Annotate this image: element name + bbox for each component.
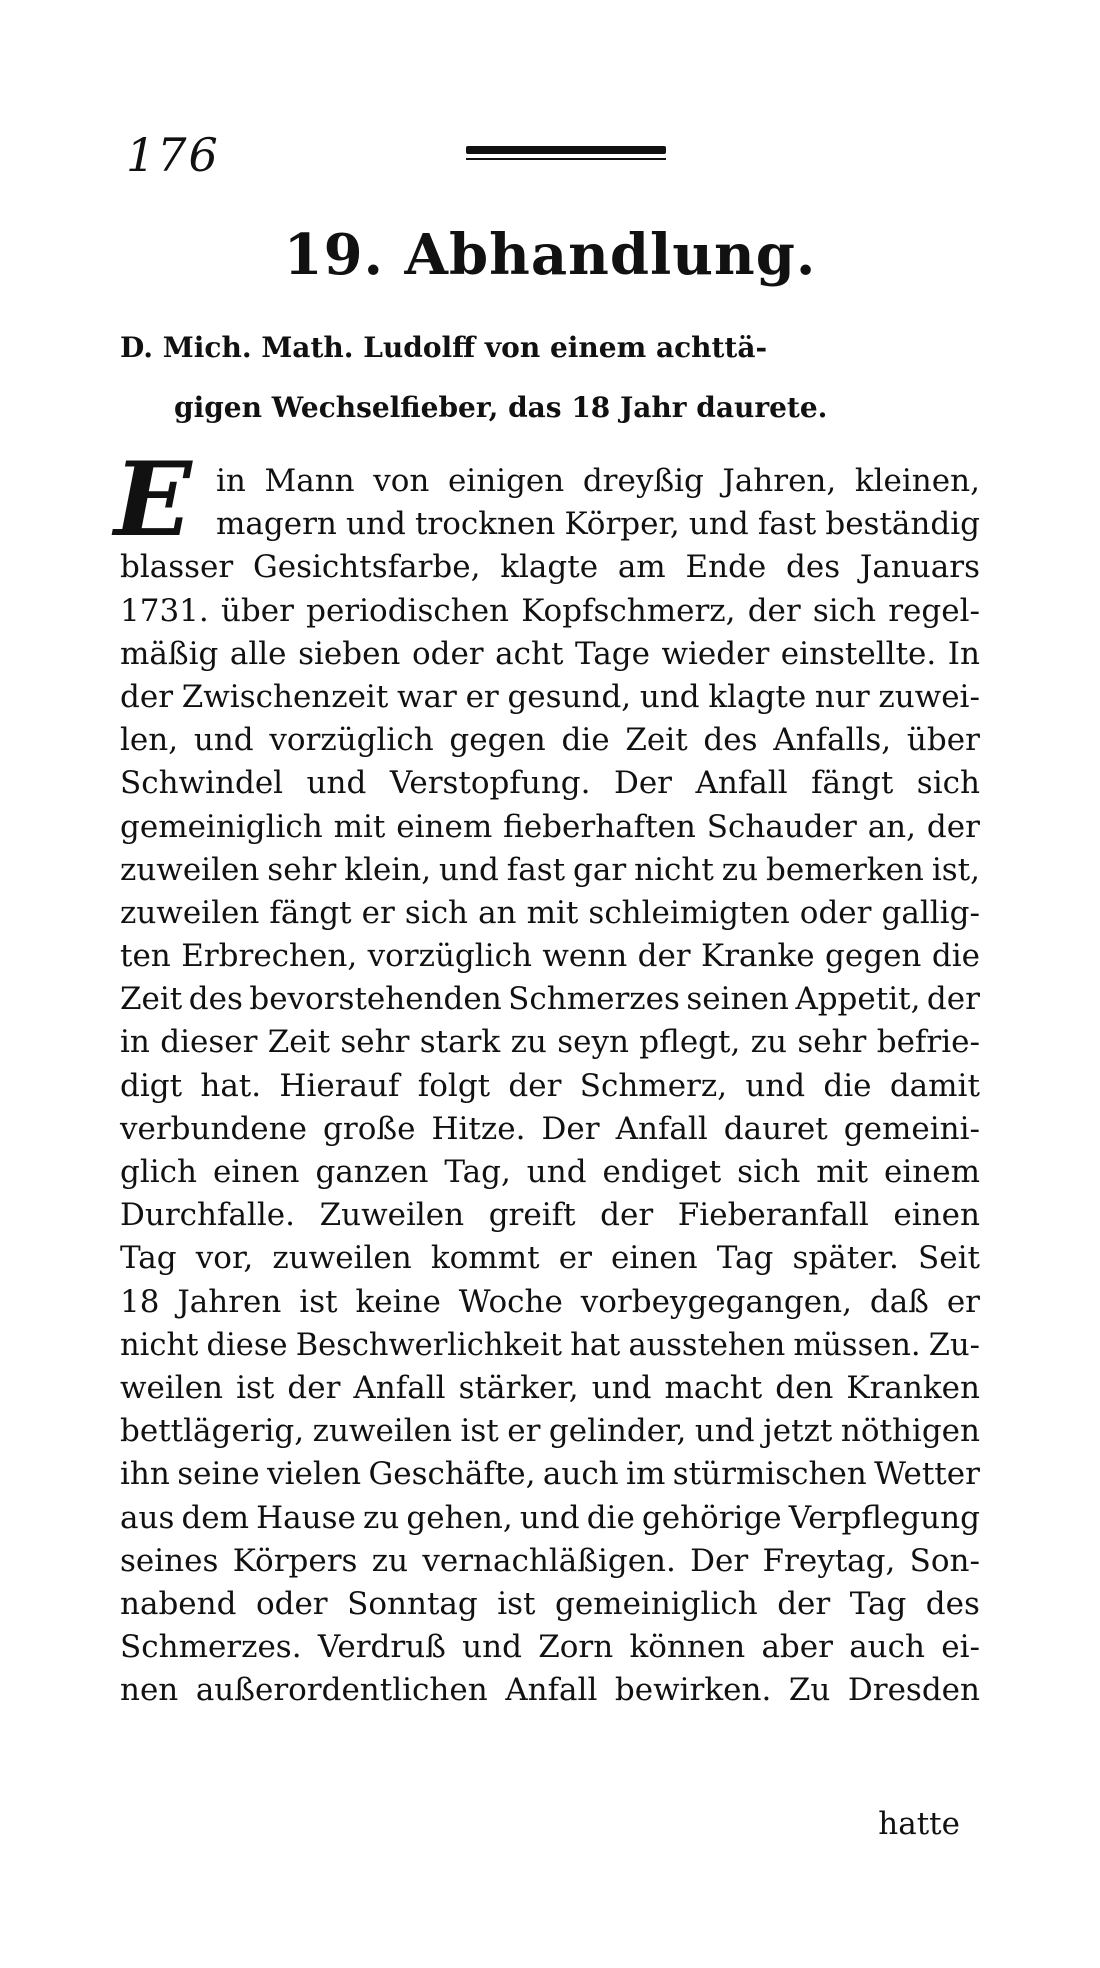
word: nicht xyxy=(634,851,714,888)
word: zuweilen xyxy=(272,1240,412,1277)
word: Son- xyxy=(909,1542,980,1579)
word: mit xyxy=(816,1154,869,1190)
text-line xyxy=(120,1540,980,1583)
word: war xyxy=(397,678,457,715)
word: Der xyxy=(613,765,672,802)
word: sehr xyxy=(797,1024,867,1061)
header-rule-thin xyxy=(466,158,666,160)
word: bettlägerig, xyxy=(120,1413,305,1450)
text-line xyxy=(120,1453,980,1496)
word: nabend xyxy=(120,1585,237,1622)
word: Schmerz, xyxy=(579,1067,728,1104)
word: und xyxy=(193,722,254,759)
text-line xyxy=(120,978,980,1021)
text-line xyxy=(120,1669,980,1712)
drop-cap: E xyxy=(114,440,192,560)
word: Tag xyxy=(849,1585,907,1622)
word: mit xyxy=(333,808,386,845)
article-title-line-1: D. Mich. Math. Ludolff von einem achttä- xyxy=(120,331,768,364)
word: Fieberanfall xyxy=(677,1197,869,1234)
word: Tag xyxy=(120,1240,177,1277)
word: gehen, xyxy=(406,1499,513,1536)
word: Sonntag xyxy=(347,1585,478,1622)
word: stärker, xyxy=(458,1369,579,1406)
word: Anfall xyxy=(695,765,788,802)
text-line xyxy=(120,892,980,935)
word: Verdruß xyxy=(317,1629,446,1666)
word: oder xyxy=(411,635,484,672)
text-line xyxy=(120,806,980,849)
word: einigen xyxy=(447,463,565,499)
text-line xyxy=(120,1108,980,1151)
text-line xyxy=(120,1367,980,1410)
word: von xyxy=(373,463,430,499)
word: die xyxy=(561,722,610,759)
word: dreyßig xyxy=(582,463,704,499)
word: ist, xyxy=(931,851,980,888)
word: dauret xyxy=(723,1110,828,1147)
word: gelinder, xyxy=(548,1413,687,1450)
word: seinen xyxy=(686,981,789,1018)
text-line xyxy=(120,1410,980,1453)
text-line xyxy=(120,1626,980,1669)
word: sich xyxy=(737,1154,801,1190)
word: am xyxy=(617,549,666,586)
word: einem xyxy=(884,1154,980,1190)
word: Zeit xyxy=(267,1024,331,1061)
word: Anfall xyxy=(353,1369,446,1406)
word: 1731. xyxy=(120,592,209,629)
word: ist xyxy=(460,1413,499,1450)
header-rule xyxy=(466,146,666,160)
word: an, xyxy=(867,808,917,845)
text-line xyxy=(120,546,980,589)
word: und xyxy=(694,1413,755,1450)
word: Geschäfte, xyxy=(368,1456,536,1493)
word: der xyxy=(926,981,980,1018)
word: und xyxy=(462,1629,522,1666)
word: sich xyxy=(812,592,877,629)
word: Anfalls, xyxy=(773,722,892,759)
word: klein, xyxy=(344,851,432,888)
word: vorzüglich xyxy=(367,938,532,975)
word: Der xyxy=(541,1110,600,1147)
word: der xyxy=(926,808,980,845)
word: Freytag, xyxy=(762,1542,896,1579)
word: bewirken. xyxy=(614,1672,772,1709)
word: Gesichtsfarbe, xyxy=(253,549,481,586)
word: Schmerzes. xyxy=(120,1629,302,1666)
word: bevorstehenden xyxy=(249,981,502,1018)
word: ausstehen xyxy=(628,1327,786,1363)
word: wieder xyxy=(661,635,770,672)
word: fängt xyxy=(811,765,894,802)
word: Zu xyxy=(788,1672,831,1709)
word: zuwei- xyxy=(878,678,980,715)
word: Jahren, xyxy=(722,463,837,499)
word: gehörige xyxy=(641,1499,782,1536)
word: der xyxy=(747,592,801,629)
word: Jahren xyxy=(177,1283,282,1320)
word: gemeiniglich xyxy=(554,1585,758,1622)
text-line xyxy=(120,460,980,503)
word: alle xyxy=(229,635,287,672)
word: mäßig xyxy=(120,635,219,672)
text-line xyxy=(120,1497,980,1540)
word: zuweilen xyxy=(120,851,260,888)
word: einen xyxy=(212,1154,300,1190)
word: befrie- xyxy=(876,1024,980,1061)
word: auch xyxy=(542,1456,619,1493)
word: Januars xyxy=(859,549,980,586)
text-line xyxy=(120,719,980,762)
word: und xyxy=(745,1067,806,1104)
word: blasser xyxy=(120,549,234,586)
word: magern xyxy=(216,506,337,543)
word: des xyxy=(786,549,841,586)
word: fast xyxy=(506,851,566,888)
word: Erbrechen, xyxy=(181,938,358,975)
word: damit xyxy=(889,1067,980,1104)
text-line xyxy=(120,1151,980,1194)
word: stürmischen xyxy=(672,1456,867,1493)
word: acht xyxy=(495,635,564,672)
word: Zu- xyxy=(928,1327,980,1363)
word: gegen xyxy=(825,938,922,975)
word: im xyxy=(626,1456,666,1493)
word: Schmerzes xyxy=(508,981,680,1018)
word: aber xyxy=(761,1629,833,1666)
word: in xyxy=(216,463,246,499)
word: zu xyxy=(750,1024,787,1061)
word: Körpers xyxy=(232,1542,358,1579)
text-line xyxy=(120,1324,980,1367)
word: die xyxy=(823,1067,872,1104)
word: jetzt xyxy=(763,1413,833,1450)
text-line xyxy=(120,676,980,719)
word: zu xyxy=(721,851,759,888)
word: sehr xyxy=(267,851,337,888)
word: seyn xyxy=(557,1024,629,1061)
word: zu xyxy=(371,1542,409,1579)
word: Tag xyxy=(716,1240,774,1277)
word: Zwischenzeit xyxy=(181,678,389,715)
word: er xyxy=(361,894,395,931)
word: einem xyxy=(396,808,493,845)
word: nur xyxy=(814,678,870,715)
word: er xyxy=(558,1240,592,1277)
text-line xyxy=(120,633,980,676)
word: mit xyxy=(526,894,579,931)
word: aus xyxy=(120,1499,175,1536)
word: Tag, xyxy=(444,1154,511,1190)
word: Beschwerlichkeit xyxy=(295,1327,563,1363)
word: über xyxy=(220,592,294,629)
word: klagte xyxy=(500,549,599,586)
word: Tage xyxy=(574,635,650,672)
word: Mann xyxy=(264,463,355,499)
word: hat xyxy=(570,1327,621,1363)
word: nicht xyxy=(120,1327,199,1363)
word: seine xyxy=(177,1456,260,1493)
text-line xyxy=(120,590,980,633)
word: trocknen xyxy=(414,506,556,543)
word: Ende xyxy=(685,549,767,586)
word: len, xyxy=(120,722,179,759)
word: und xyxy=(591,1369,652,1406)
word: folgt xyxy=(417,1067,491,1104)
word: macht xyxy=(664,1369,763,1406)
word: er xyxy=(946,1283,980,1320)
word: müssen. xyxy=(793,1327,921,1363)
text-line xyxy=(120,1021,980,1064)
word: Zeit xyxy=(625,722,688,759)
word: er xyxy=(507,1413,541,1450)
word: nöthigen xyxy=(840,1413,980,1450)
word: der xyxy=(777,1585,831,1622)
word: Schauder xyxy=(706,808,857,845)
word: keine xyxy=(355,1283,441,1320)
word: gallig- xyxy=(881,894,980,931)
word: fieberhaften xyxy=(503,808,696,845)
catchword: hatte xyxy=(878,1806,960,1842)
word: greift xyxy=(488,1197,576,1234)
word: die xyxy=(931,938,980,975)
body-text xyxy=(120,460,980,1712)
word: Wetter xyxy=(874,1456,980,1493)
word: außerordentlichen xyxy=(195,1672,488,1709)
word: fast xyxy=(757,506,817,543)
word: Zuweilen xyxy=(319,1197,465,1234)
word: über xyxy=(906,722,980,759)
text-line xyxy=(120,1281,980,1324)
word: dieser xyxy=(160,1024,258,1061)
word: schleimigten xyxy=(588,894,790,931)
word: der xyxy=(600,1197,654,1234)
word: Anfall xyxy=(505,1672,598,1709)
word: ten xyxy=(120,938,171,975)
text-line xyxy=(120,762,980,805)
word: Schwindel xyxy=(120,765,284,802)
word: und xyxy=(526,1154,587,1190)
word: glich xyxy=(120,1154,198,1190)
word: gemeiniglich xyxy=(120,808,323,845)
word: beständig xyxy=(825,506,980,543)
word: Kranken xyxy=(846,1369,980,1406)
word: Kranke xyxy=(701,938,815,975)
text-line xyxy=(120,503,980,546)
word: Anfall xyxy=(615,1110,708,1147)
word: ganzen xyxy=(315,1154,429,1190)
word: klagte xyxy=(708,678,807,715)
word: Körper, xyxy=(564,506,680,543)
article-title-line-2: gigen Wechselfieber, das 18 Jahr daurete. xyxy=(174,391,828,424)
word: Durchfalle. xyxy=(120,1197,295,1234)
word: ist xyxy=(236,1369,275,1406)
word: sehr xyxy=(340,1024,410,1061)
text-line xyxy=(120,849,980,892)
word: Verpflegung xyxy=(788,1499,980,1536)
word: dem xyxy=(181,1499,250,1536)
text-line xyxy=(120,935,980,978)
word: der xyxy=(637,938,691,975)
text-line xyxy=(120,1065,980,1108)
word: oder xyxy=(255,1585,328,1622)
word: ei- xyxy=(941,1629,980,1666)
word: periodischen xyxy=(306,592,510,629)
word: kleinen, xyxy=(854,463,980,499)
word: vernachläßigen. xyxy=(422,1542,676,1579)
word: sieben xyxy=(298,635,401,672)
word: vor, xyxy=(195,1240,254,1277)
text-line xyxy=(120,1237,980,1280)
page-number: 176 xyxy=(126,128,220,182)
word: und xyxy=(306,765,367,802)
word: ist xyxy=(497,1585,536,1622)
word: hat. xyxy=(200,1067,262,1104)
word: kommt xyxy=(430,1240,540,1277)
word: gemeini- xyxy=(843,1110,980,1147)
word: stark xyxy=(419,1024,501,1061)
word: einstellte. xyxy=(780,635,937,672)
header-rule-thick xyxy=(466,146,666,154)
word: einen xyxy=(611,1240,698,1277)
word: Kopfschmerz, xyxy=(521,592,736,629)
word: Zeit xyxy=(120,981,183,1018)
word: er xyxy=(465,678,499,715)
word: 18 xyxy=(120,1283,160,1320)
word: regel- xyxy=(888,592,980,629)
word: und xyxy=(439,851,499,888)
word: fängt xyxy=(269,894,352,931)
word: in xyxy=(120,1024,150,1061)
word: Dresden xyxy=(847,1672,980,1709)
word: der xyxy=(508,1067,562,1104)
word: seines xyxy=(120,1542,219,1579)
text-line xyxy=(120,1194,980,1237)
word: an xyxy=(478,894,517,931)
word: oder xyxy=(799,894,872,931)
word: und xyxy=(639,678,700,715)
word: die xyxy=(586,1499,635,1536)
word: bemerken xyxy=(766,851,924,888)
word: sich xyxy=(916,765,980,802)
text-line xyxy=(120,1583,980,1626)
word: zu xyxy=(362,1499,400,1536)
word: und xyxy=(688,506,749,543)
word: und xyxy=(519,1499,580,1536)
word: Hause xyxy=(256,1499,356,1536)
word: einen xyxy=(893,1197,980,1234)
word: gesund, xyxy=(507,678,632,715)
word: Appetit, xyxy=(795,981,921,1018)
word: nen xyxy=(120,1672,179,1709)
word: vielen xyxy=(267,1456,362,1493)
article-title xyxy=(120,318,980,438)
word: Hitze. xyxy=(431,1110,526,1147)
word: des xyxy=(703,722,758,759)
word: ihn xyxy=(120,1456,170,1493)
word: wenn xyxy=(542,938,628,975)
word: digt xyxy=(120,1067,183,1104)
word: der xyxy=(287,1369,341,1406)
word: vorzüglich xyxy=(269,722,434,759)
word: weilen xyxy=(120,1369,224,1406)
chapter-title: 19. Abhandlung. xyxy=(283,222,817,288)
word: auch xyxy=(849,1629,925,1666)
word: und xyxy=(346,506,406,543)
word: Der xyxy=(690,1542,749,1579)
word: der xyxy=(120,678,174,715)
word: große xyxy=(323,1110,416,1147)
word: zuweilen xyxy=(312,1413,452,1450)
word: endiget xyxy=(602,1154,722,1190)
word: ist xyxy=(299,1283,338,1320)
word: den xyxy=(775,1369,834,1406)
word: zu xyxy=(510,1024,547,1061)
word: Seit xyxy=(917,1240,980,1277)
word: Verstopfung. xyxy=(389,765,591,802)
word: vorbeygegangen, xyxy=(580,1283,852,1320)
word: gegen xyxy=(449,722,546,759)
word: sich xyxy=(404,894,469,931)
word: können xyxy=(629,1629,746,1666)
word: des xyxy=(188,981,243,1018)
word: zuweilen xyxy=(120,894,260,931)
word: daß xyxy=(869,1283,929,1320)
word: diese xyxy=(206,1327,288,1363)
word: In xyxy=(947,635,980,672)
word: Woche xyxy=(458,1283,563,1320)
word: Hierauf xyxy=(279,1067,400,1104)
word: später. xyxy=(792,1240,899,1277)
word: pflegt, xyxy=(639,1024,741,1061)
word: des xyxy=(925,1585,980,1622)
word: Zorn xyxy=(538,1629,614,1666)
word: gar xyxy=(573,851,627,888)
word: verbundene xyxy=(120,1110,307,1147)
